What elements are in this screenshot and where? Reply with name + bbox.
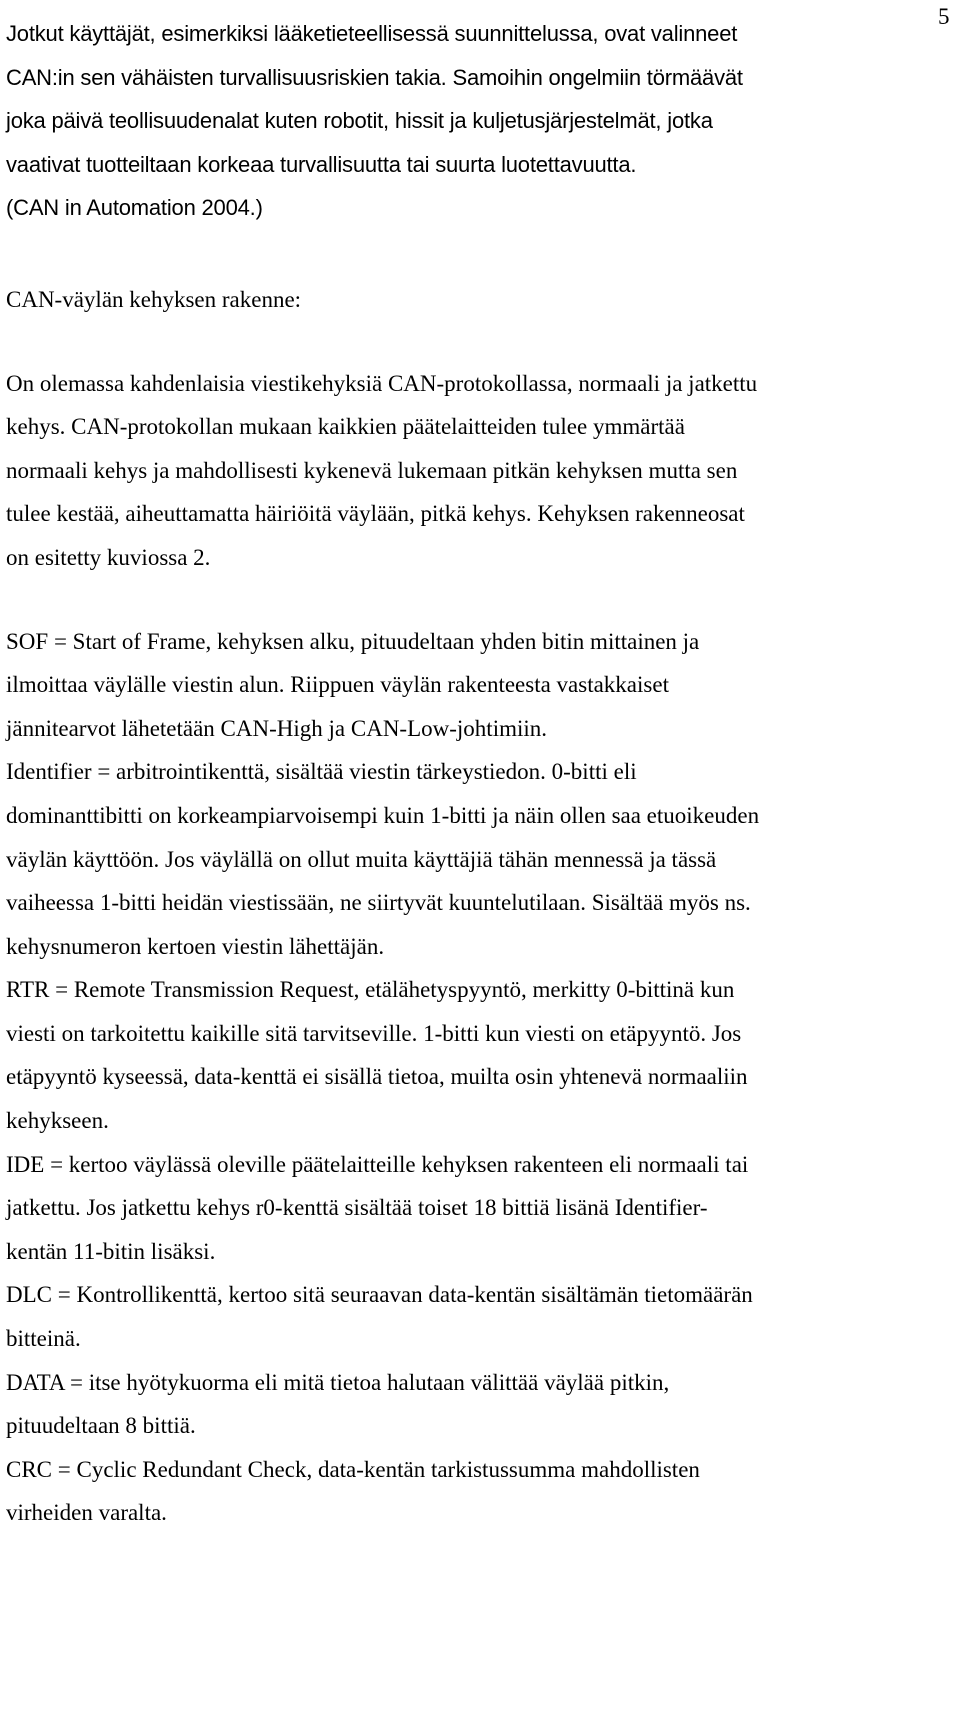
definition-identifier: Identifier = arbitrointikenttä, sisältää viestin tärkeystiedon. 0-bitti eli dominanttibitti on korkeampiarvoisempi kuin 1-bitti ja näin ollen saa etuoikeuden väylän käyttöön. Jos väylällä on ollut muita käyttäjiä tähän mennessä ja tässä vaiheessa 1-bitti heidän viestissään, ne siirtyvät kuuntelutilaan. Sisältää myös ns. kehysnumeron kertoen viestin lähettäjän.	[6, 759, 760, 959]
definition-ide: IDE = kertoo väylässä oleville päätelaitteille kehyksen rakenteen eli normaali tai jatkettu. Jos jatkettu kehys r0-kenttä sisältää toiset 18 bittiä lisänä Identifier- kentän 11-bitin lisäksi.	[6, 1151, 749, 1264]
spacer	[6, 322, 954, 362]
frames-paragraph: On olemassa kahdenlaisia viestikehyksiä CAN-protokollassa, normaali ja jatkettu kehys. CAN-protokollan mukaan kaikkien päätelaitteiden tulee ymmärtää normaali kehys ja mahdollisesti kykenevä lukemaan pitkän kehyksen mutta sen tulee kestää, aiheuttamatta häiriöitä väylään, pitkä kehys. Kehyksen rakenneosat on esitetty kuviossa 2.	[6, 370, 758, 570]
definition-rtr: RTR = Remote Transmission Request, etälähetyspyyntö, merkitty 0-bittinä kun viesti on tarkoitettu kaikille sitä tarvitseville. 1-bitti kun viesti on etäpyyntö. Jos etäpyyntö kyseessä, data-kenttä ei sisällä tietoa, muilta osin yhtenevä normaaliin kehykseen.	[6, 977, 748, 1134]
section-heading: CAN-väylän kehyksen rakenne:	[6, 286, 302, 312]
spacer	[6, 580, 954, 620]
definition-data: DATA = itse hyötykuorma eli mitä tietoa halutaan välittää väylää pitkin, pituudeltaan 8 bittiä.	[6, 1369, 670, 1439]
intro-line-1: Jotkut käyttäjät, esimerkiksi lääketieteellisessä suunnittelussa, ovat valinneet	[6, 21, 738, 46]
document-body	[6, 12, 954, 1535]
spacer	[6, 230, 954, 278]
page-number: 5	[938, 4, 950, 29]
definition-crc: CRC = Cyclic Redundant Check, data-kentän tarkistussumma mahdollisten virheiden varalta.	[6, 1456, 700, 1526]
intro-line-2: CAN:in sen vähäisten turvallisuusriskien takia. Samoihin ongelmiin törmäävät	[6, 64, 743, 90]
definition-dlc: DLC = Kontrollikenttä, kertoo sitä seuraavan data-kentän sisältämän tietomäärän bitteinä.	[6, 1282, 753, 1352]
intro-line-4: vaativat tuotteiltaan korkeaa turvallisuutta tai suurta luotettavuutta.	[6, 151, 637, 177]
definition-sof: SOF = Start of Frame, kehyksen alku, pituudeltaan yhden bitin mittainen ja ilmoittaa väylälle viestin alun. Riippuen väylän rakenteesta vastakkaiset jännitearvot lähetetään CAN-High ja CAN-Low-johtimiin.	[6, 628, 700, 741]
intro-citation: (CAN in Automation 2004.)	[6, 195, 263, 221]
intro-line-3: joka päivä teollisuudenalat kuten robotit, hissit ja kuljetusjärjestelmät, jotka	[6, 108, 713, 134]
